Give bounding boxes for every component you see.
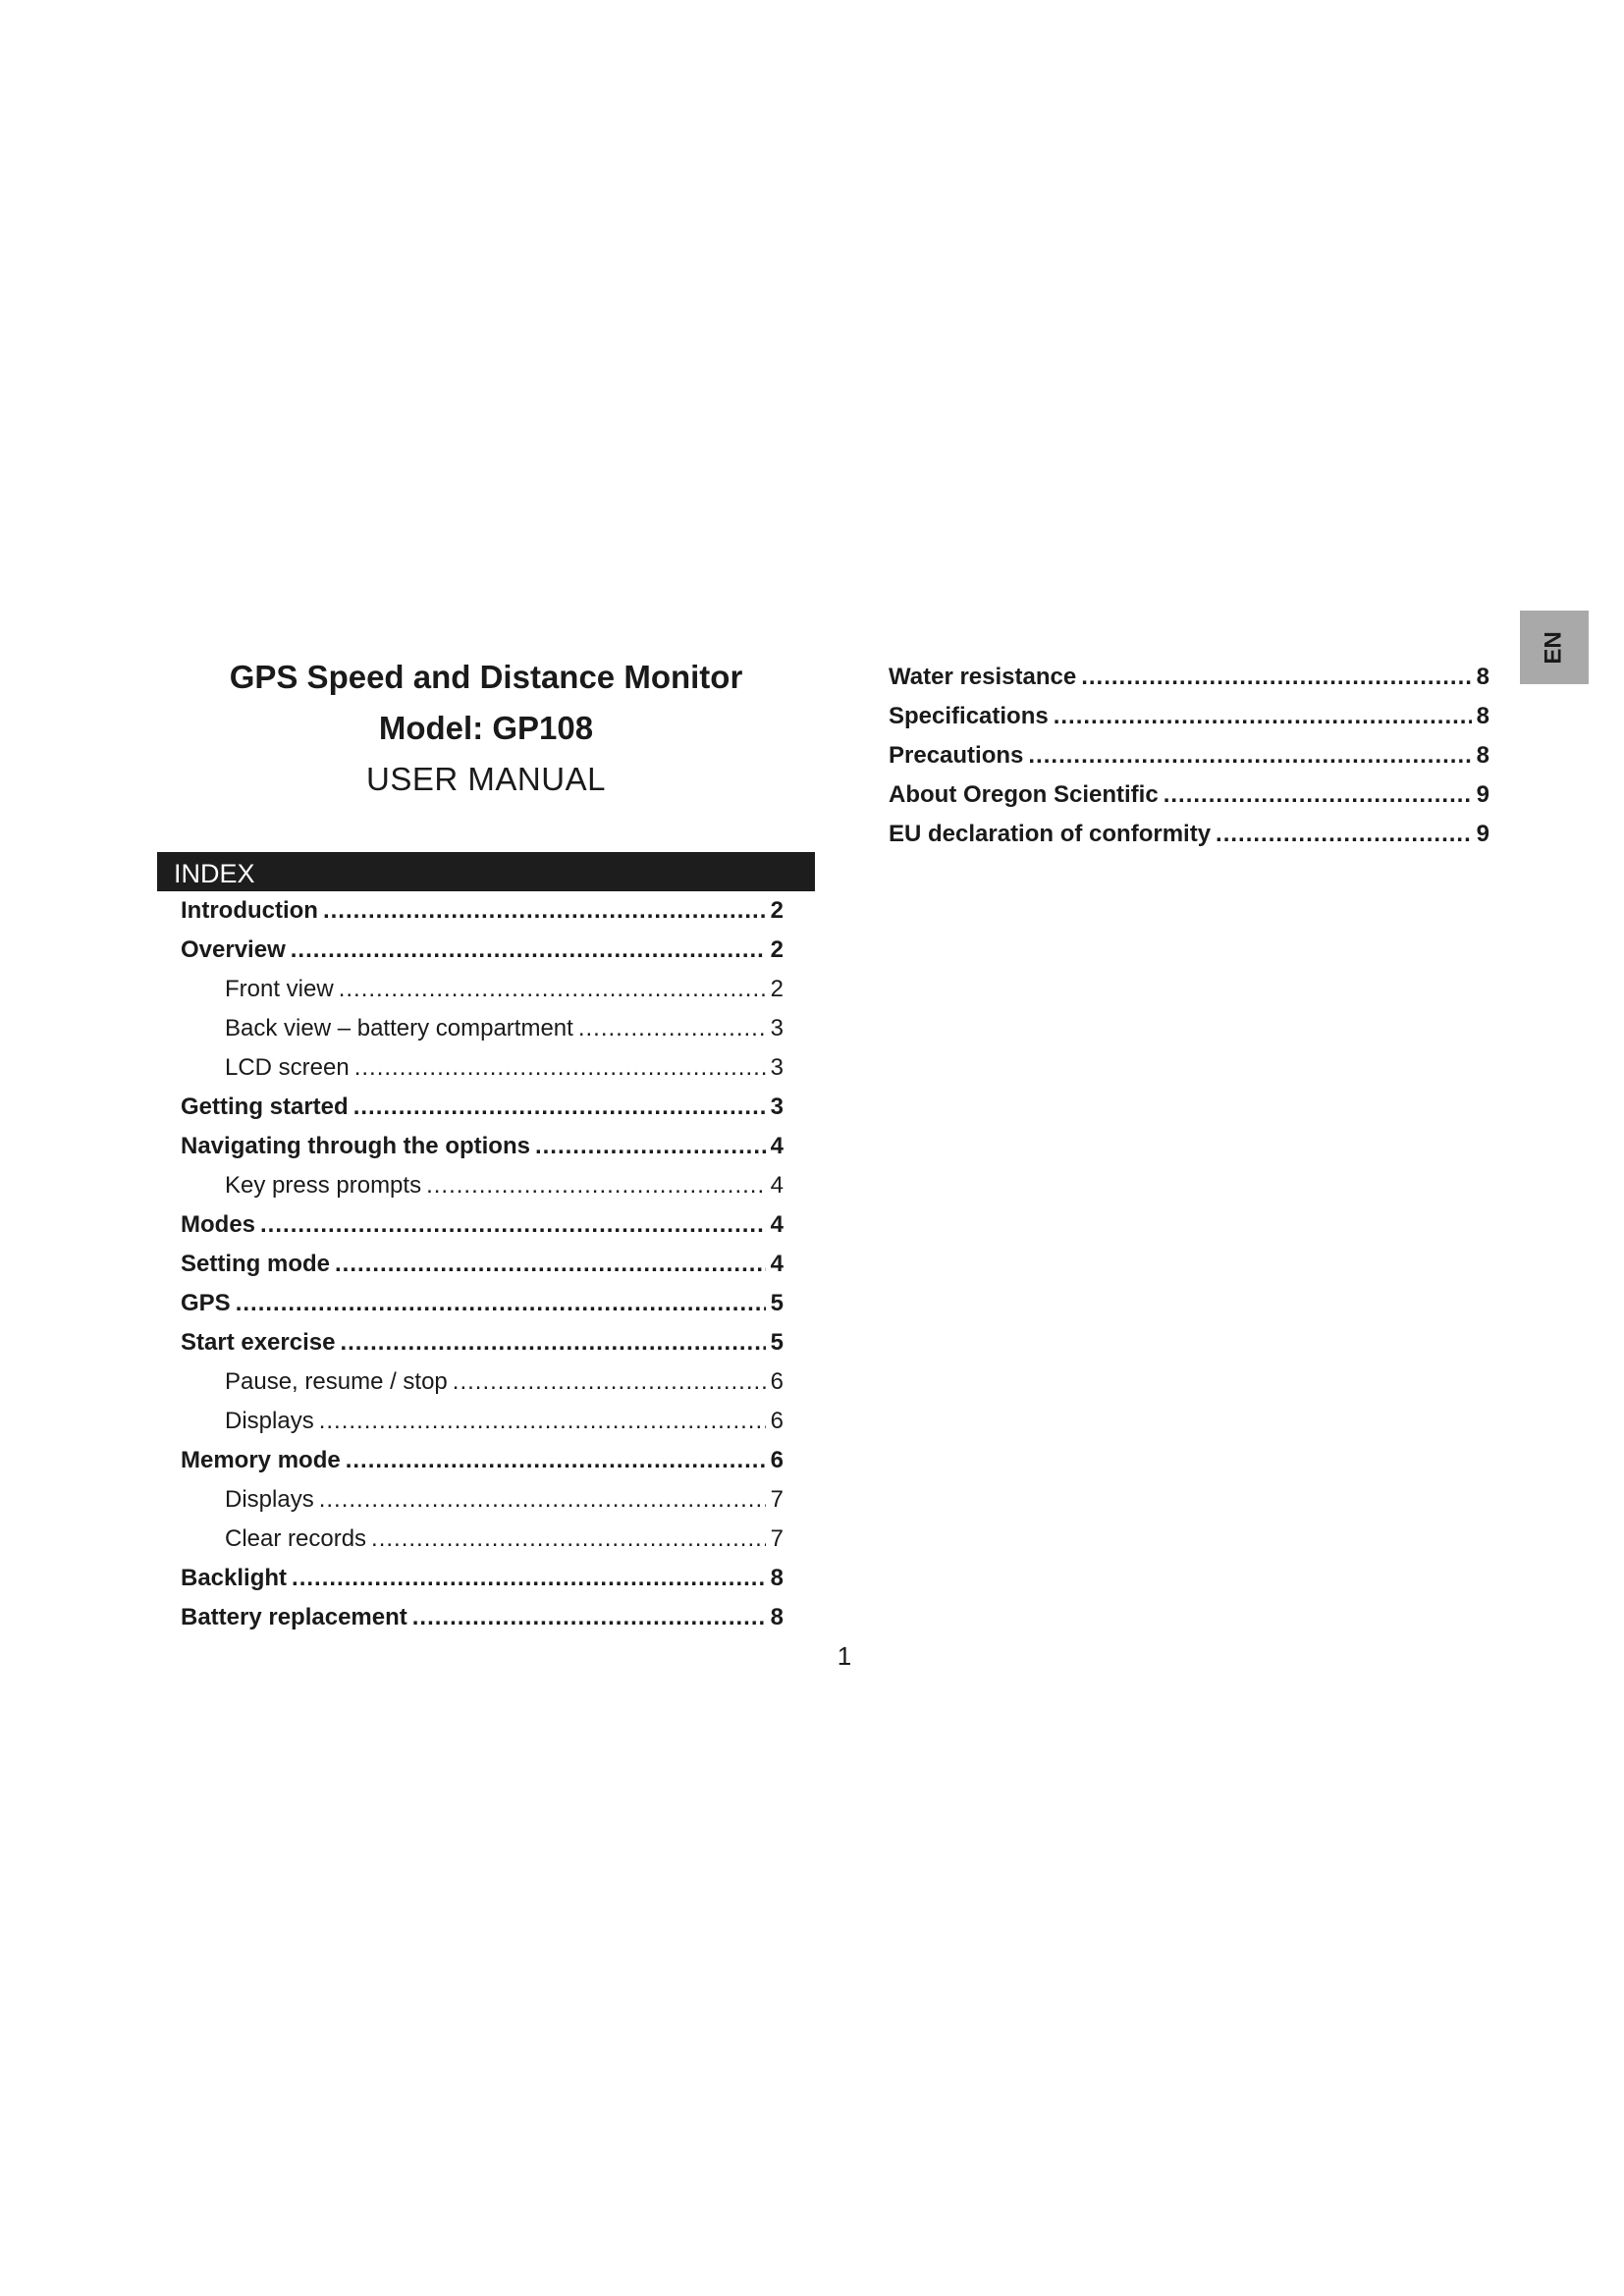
toc-entry xyxy=(181,1559,784,1598)
toc-entry-label: Getting started xyxy=(181,1094,349,1120)
index-heading: INDEX xyxy=(157,852,815,891)
toc-entry-label: LCD screen xyxy=(225,1054,350,1081)
toc-entry-label: Displays xyxy=(225,1408,314,1434)
toc-entry-label: GPS xyxy=(181,1290,231,1316)
toc-entry-page: 6 xyxy=(770,1447,784,1473)
toc-leader-dots xyxy=(319,1402,766,1441)
toc-entry xyxy=(181,1048,784,1088)
toc-entry-label: Backlight xyxy=(181,1565,288,1591)
document-title: GPS Speed and Distance Monitor xyxy=(229,659,743,695)
page-number: 1 xyxy=(837,1641,852,1671)
toc-leader-dots xyxy=(453,1362,766,1402)
toc-leader-dots xyxy=(412,1598,766,1637)
toc-entry xyxy=(889,775,1489,815)
toc-leader-dots xyxy=(340,1323,765,1362)
table-of-contents-right xyxy=(889,658,1489,854)
toc-entry-page: 7 xyxy=(770,1486,784,1513)
toc-leader-dots xyxy=(1028,736,1471,775)
language-tab-label: EN xyxy=(1541,630,1567,665)
toc-entry xyxy=(181,1520,784,1559)
toc-entry xyxy=(889,736,1489,775)
toc-leader-dots xyxy=(1081,658,1471,697)
toc-entry-label: Displays xyxy=(225,1486,314,1513)
toc-entry-label: EU declaration of conformity xyxy=(889,821,1212,847)
toc-entry xyxy=(181,1323,784,1362)
toc-entry-page: 2 xyxy=(770,976,784,1002)
toc-entry-label: Start exercise xyxy=(181,1329,336,1356)
toc-leader-dots xyxy=(578,1009,766,1048)
toc-leader-dots xyxy=(323,891,766,931)
toc-entry-label: Pause, resume / stop xyxy=(225,1368,448,1395)
toc-leader-dots xyxy=(260,1205,766,1245)
toc-leader-dots xyxy=(535,1127,766,1166)
toc-entry-label: About Oregon Scientific xyxy=(889,781,1159,808)
toc-entry-page: 8 xyxy=(1476,742,1489,769)
toc-leader-dots xyxy=(291,931,766,970)
toc-leader-dots xyxy=(319,1480,766,1520)
toc-entry-label: Key press prompts xyxy=(225,1172,422,1199)
toc-leader-dots xyxy=(292,1559,766,1598)
toc-entry-page: 7 xyxy=(770,1525,784,1552)
toc-entry-page: 5 xyxy=(770,1290,784,1316)
toc-leader-dots xyxy=(236,1284,766,1323)
toc-entry-page: 8 xyxy=(770,1565,784,1591)
toc-entry-label: Overview xyxy=(181,936,286,963)
toc-entry xyxy=(889,697,1489,736)
toc-leader-dots xyxy=(371,1520,766,1559)
toc-entry xyxy=(181,1441,784,1480)
toc-entry-label: Back view – battery compartment xyxy=(225,1015,573,1041)
toc-leader-dots xyxy=(1164,775,1472,815)
toc-leader-dots xyxy=(335,1245,766,1284)
toc-entry-page: 4 xyxy=(770,1251,784,1277)
toc-entry xyxy=(181,1127,784,1166)
document-subtitle: USER MANUAL xyxy=(366,761,606,797)
toc-entry xyxy=(889,658,1489,697)
toc-entry-label: Specifications xyxy=(889,703,1049,729)
toc-entry xyxy=(181,891,784,931)
toc-entry-page: 3 xyxy=(770,1015,784,1041)
toc-leader-dots xyxy=(339,970,766,1009)
toc-entry-label: Precautions xyxy=(889,742,1024,769)
toc-entry xyxy=(181,1245,784,1284)
toc-entry-page: 8 xyxy=(1476,703,1489,729)
toc-entry xyxy=(181,1284,784,1323)
language-tab xyxy=(1520,611,1589,684)
toc-entry-page: 9 xyxy=(1476,821,1489,847)
toc-entry-label: Navigating through the options xyxy=(181,1133,530,1159)
model-number: Model: GP108 xyxy=(378,710,594,746)
toc-entry xyxy=(889,815,1489,854)
toc-entry-page: 8 xyxy=(1476,664,1489,690)
toc-entry-page: 2 xyxy=(770,936,784,963)
toc-entry-page: 4 xyxy=(770,1211,784,1238)
title-block xyxy=(157,652,815,805)
toc-entry-label: Modes xyxy=(181,1211,256,1238)
table-of-contents-left xyxy=(181,891,784,1637)
toc-leader-dots xyxy=(1216,815,1472,854)
toc-leader-dots xyxy=(426,1166,766,1205)
toc-leader-dots xyxy=(353,1088,766,1127)
toc-entry xyxy=(181,931,784,970)
toc-entry-page: 3 xyxy=(770,1094,784,1120)
toc-entry-label: Introduction xyxy=(181,897,318,924)
toc-entry xyxy=(181,1088,784,1127)
toc-entry-label: Battery replacement xyxy=(181,1604,407,1630)
toc-leader-dots xyxy=(354,1048,766,1088)
toc-entry xyxy=(181,1166,784,1205)
toc-entry xyxy=(181,1402,784,1441)
toc-entry-label: Front view xyxy=(225,976,334,1002)
toc-entry-page: 2 xyxy=(770,897,784,924)
toc-entry-page: 4 xyxy=(770,1133,784,1159)
toc-entry-page: 3 xyxy=(770,1054,784,1081)
toc-entry xyxy=(181,1598,784,1637)
toc-entry-page: 4 xyxy=(770,1172,784,1199)
toc-entry-label: Memory mode xyxy=(181,1447,341,1473)
toc-entry-label: Water resistance xyxy=(889,664,1077,690)
toc-leader-dots xyxy=(346,1441,766,1480)
toc-entry xyxy=(181,1362,784,1402)
toc-entry xyxy=(181,970,784,1009)
toc-entry xyxy=(181,1205,784,1245)
toc-entry-label: Setting mode xyxy=(181,1251,331,1277)
toc-entry-page: 6 xyxy=(770,1408,784,1434)
toc-entry-page: 6 xyxy=(770,1368,784,1395)
toc-entry-page: 9 xyxy=(1476,781,1489,808)
toc-entry-label: Clear records xyxy=(225,1525,367,1552)
toc-entry xyxy=(181,1480,784,1520)
toc-leader-dots xyxy=(1054,697,1472,736)
toc-entry-page: 8 xyxy=(770,1604,784,1630)
toc-entry xyxy=(181,1009,784,1048)
toc-entry-page: 5 xyxy=(770,1329,784,1356)
